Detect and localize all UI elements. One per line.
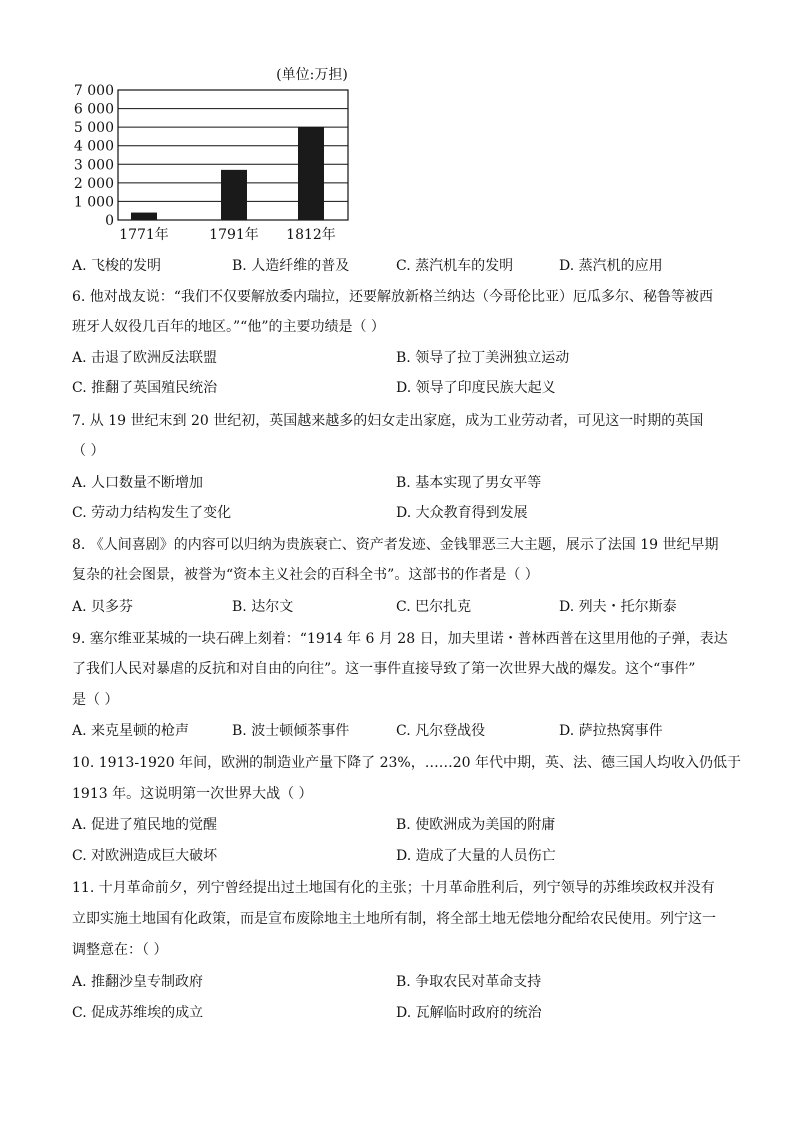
q5-option-b: B. 人造纤维的普及 [232,258,350,274]
bar-chart [70,62,370,252]
q6-option-a: A. 击退了欧洲反法联盟 [72,350,218,366]
q9-option-d: D. 萨拉热窝事件 [559,723,663,739]
q6-stem-line-2: 班牙人奴役几百年的地区。”“他”的主要功绩是（ ） [72,319,385,335]
q9-stem-line-1: 9. 塞尔维亚某城的一块石碑上刻着：“1914 年 6 月 28 日，加夫里诺・普林西普在这里用他的子弹，表达 [72,631,728,647]
q9-stem-line-3: 是（ ） [72,692,119,708]
q8-option-b: B. 达尔文 [232,599,294,615]
chart-bars [131,127,324,220]
q10-option-b: B. 使欧洲成为美国的附庸 [396,817,556,833]
chart-x-tick-labels [119,226,336,243]
q8-stem-line-1: 8. 《人间喜剧》的内容可以归纳为贵族衰亡、资产者发迹、金钱罪恶三大主题，展示了法国 19 世纪早期 [72,537,719,553]
q11-option-a: A. 推翻沙皇专制政府 [72,974,204,990]
chart-y-tick-labels [74,83,114,229]
q6-option-d: D. 领导了印度民族大起义 [396,380,556,396]
q7-stem-line-1: 7. 从 19 世纪末到 20 世纪初，英国越来越多的妇女走出家庭，成为工业劳动者，可见这一时期的英国 [72,413,704,429]
chart-y-tick-label: 7 000 [73,83,114,99]
q9-option-a: A. 来克星顿的枪声 [72,723,190,739]
q10-stem-line-1: 10. 1913-1920 年间，欧洲的制造业产量下降了 23%，……20 年代中期，英、法、德三国人均收入仍低于 [72,755,741,771]
chart-bar [298,127,324,220]
q8-option-c: C. 巴尔扎克 [396,599,472,615]
q11-option-d: D. 瓦解临时政府的统治 [396,1005,542,1021]
q11-stem-line-2: 立即实施土地国有化政策，而是宣布废除地主土地所有制，将全部土地无偿地分配给农民使用。列宁这一 [72,911,716,927]
q7-option-b: B. 基本实现了男女平等 [396,475,542,491]
q9-option-b: B. 波士顿倾茶事件 [232,723,350,739]
q10-option-d: D. 造成了大量的人员伤亡 [396,848,556,864]
q11-stem-line-3: 调整意在：（ ） [72,942,168,958]
q6-option-c: C. 推翻了英国殖民统治 [72,380,218,396]
q7-option-c: C. 劳动力结构发生了变化 [72,505,232,521]
q11-stem-line-1: 11. 十月革命前夕，列宁曾经提出过土地国有化的主张；十月革命胜利后，列宁领导的苏维埃政权并没有 [72,880,715,896]
chart-y-tick-label: 2 000 [73,175,114,192]
chart-x-tick-label: 1771年 [119,227,169,243]
q6-option-b: B. 领导了拉丁美洲独立运动 [396,350,570,366]
q11-option-c: C. 促成苏维埃的成立 [72,1005,204,1021]
chart-bar [131,213,157,220]
q9-option-c: C. 凡尔登战役 [396,723,486,739]
q9-stem-line-2: 了我们人民对暴虐的反抗和对自由的向往”。这一事件直接导致了第一次世界大战的爆发。这个“事件” [72,661,696,677]
q8-stem-line-2: 复杂的社会图景，被誉为“资本主义社会的百科全书”。这部书的作者是（ ） [72,567,539,583]
chart-x-tick-label: 1812年 [286,227,336,243]
chart-y-tick-label: 3 000 [73,157,114,174]
chart-x-tick-label: 1791年 [209,227,259,243]
q10-stem-line-2: 1913 年。这说明第一次世界大战（ ） [72,786,313,802]
q11-option-b: B. 争取农民对革命支持 [396,974,542,990]
chart-y-tick-label: 5 000 [73,120,114,137]
q10-option-c: C. 对欧洲造成巨大破坏 [72,848,218,864]
q5-option-c: C. 蒸汽机车的发明 [396,258,514,274]
q5-option-d: D. 蒸汽机的应用 [559,258,663,274]
chart-y-tick-label: 4 000 [73,138,114,155]
q10-option-a: A. 促进了殖民地的觉醒 [72,817,218,833]
q8-option-a: A. 贝多芬 [72,599,134,615]
q6-stem-line-1: 6. 他对战友说：“我们不仅要解放委内瑞拉，还要解放新格兰纳达（今哥伦比亚）厄瓜多尔、秘鲁等被西 [72,289,713,305]
chart-y-tick-label: 1 000 [73,194,114,211]
chart-bar [221,170,247,220]
q5-option-a: A. 飞梭的发明 [72,258,162,274]
q7-stem-line-2: （ ） [72,443,105,459]
q7-option-d: D. 大众教育得到发展 [396,505,528,521]
q7-option-a: A. 人口数量不断增加 [72,475,204,491]
q8-option-d: D. 列夫・托尔斯泰 [559,599,677,615]
chart-y-tick-label: 0 [105,213,114,229]
chart-unit-label: (单位:万担) [276,67,348,83]
chart-svg [70,62,370,252]
chart-y-tick-label: 6 000 [73,101,114,118]
